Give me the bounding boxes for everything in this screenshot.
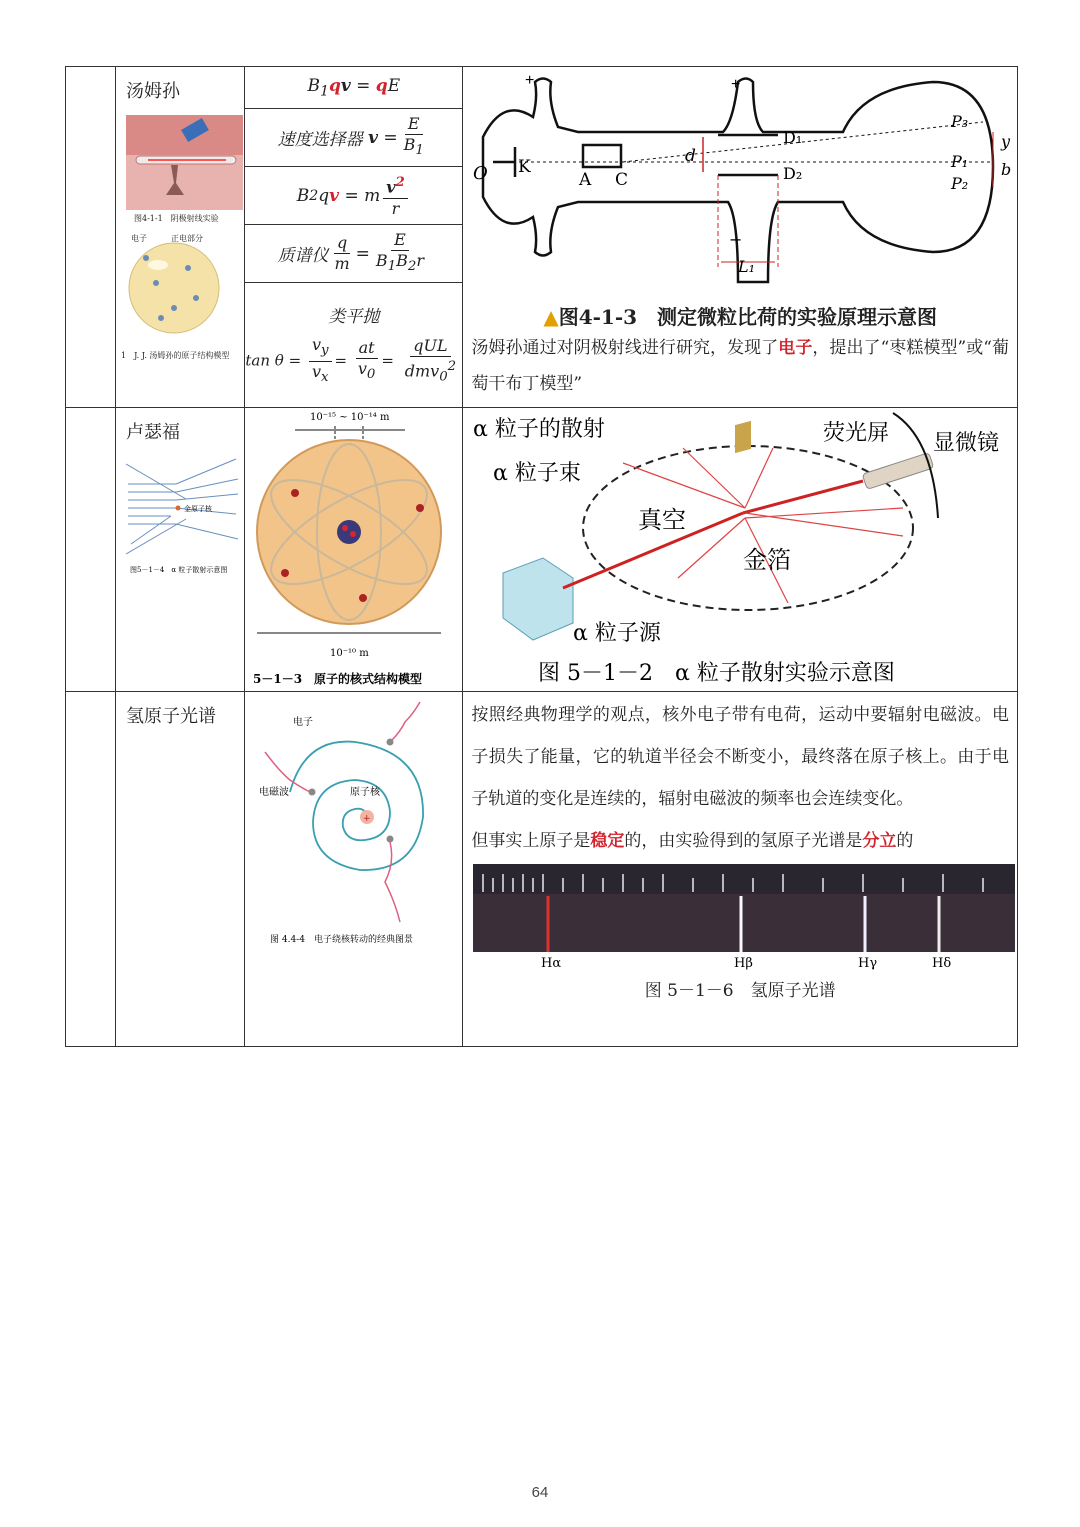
blank-cell	[66, 692, 116, 1047]
vacuum-label: 真空	[638, 506, 687, 534]
scattering-experiment-cell	[463, 408, 1018, 692]
thomson-figure-caption: ▲图4-1-3 测定微粒比荷的实验原理示意图	[543, 305, 938, 329]
screen-label: 荧光屏	[823, 421, 890, 446]
row-rutherford	[66, 408, 1018, 692]
svg-text:+: +	[363, 814, 371, 824]
row-name: 卢瑟福	[126, 422, 181, 443]
label-K: K	[518, 157, 532, 177]
spectrum-caption: 图 5－1－6 氢原子光谱	[644, 981, 836, 1001]
label-C: C	[615, 170, 629, 190]
label-D2: D₂	[783, 164, 803, 183]
label-A: A	[579, 170, 592, 190]
formula-mass-spectrometer: 质谱仪 $\frac{q}{m}$ = $\frac{E}{B_1B_2r}$	[245, 225, 462, 283]
spiral-nucleus-label: 原子核	[350, 787, 381, 798]
label-minus: −	[729, 230, 743, 249]
cathode-caption: 图4-1-1 阴极射线实验	[134, 214, 219, 223]
thomson-formula-cell	[245, 67, 463, 408]
nucleus-size-label: 10⁻¹⁵ ~ 10⁻¹⁴ m	[310, 412, 390, 423]
formula-velocity-selector: 速度选择器 v = $\frac{E}{B_1}$	[245, 109, 462, 167]
label-y: y	[1001, 132, 1011, 151]
model-label-positive: 正电部分	[171, 234, 204, 243]
row-thomson	[66, 67, 1018, 408]
hydrogen-text-cell	[463, 692, 1018, 1047]
page-number: 64	[531, 1484, 549, 1501]
nucleus-model-cell	[245, 408, 463, 692]
nucleus-caption: 5－1－3 原子的核式结构模型	[253, 672, 423, 686]
classical-view-paragraph: 按照经典物理学的观点，核外电子带有电荷，运动中要辐射电磁波。电子损失了能量，它的轨道半径会不断变小，最终落在原子核上。由于电子轨道的变化是连续的，辐射电磁波的频率也会连续变化。	[471, 705, 1009, 809]
label-P3: P₃	[951, 112, 969, 131]
rutherford-name-cell	[116, 408, 245, 692]
blank-cell	[66, 408, 116, 692]
scatter-diagram	[116, 444, 245, 584]
label-b: b	[1001, 160, 1012, 179]
scatter-title: α 粒子的散射	[473, 417, 606, 442]
hydrogen-spectrum	[463, 864, 1017, 974]
thomson-text: 汤姆孙通过对阴极射线进行研究，发现了电子，提出了“枣糕模型”或“葡萄干布丁模型”	[471, 338, 1010, 394]
experiment-caption: 图 5－1－2 α 粒子散射实验示意图	[538, 661, 896, 686]
label-D1: D₁	[783, 128, 803, 147]
scatter-label: 金原子核	[184, 505, 213, 513]
thomson-name-cell	[116, 67, 245, 408]
spiral-cell	[245, 692, 463, 1047]
thomson-images	[116, 103, 245, 393]
foil-label: 金箔	[743, 546, 792, 574]
spectrum-label: Hα	[541, 956, 562, 971]
spiral-wave-label: 电磁波	[259, 787, 290, 798]
model-caption: 1 J. J. 汤姆孙的原子结构模型	[121, 351, 230, 360]
label-O: O	[473, 163, 489, 184]
label-L1: L₁	[738, 257, 756, 276]
microscope-label: 显微镜	[933, 431, 1000, 456]
thomson-figure-cell	[463, 67, 1018, 408]
label-plus-mid: +	[731, 76, 741, 93]
row-name: 汤姆孙	[126, 81, 181, 102]
label-P1: P₁	[951, 152, 969, 171]
spiral-electron-label: 电子	[293, 717, 314, 728]
source-label: α 粒子源	[573, 621, 662, 646]
spectrum-label: Hγ	[858, 956, 878, 971]
charge-mass-apparatus	[463, 67, 1017, 297]
label-d: d	[685, 146, 697, 166]
spiral-caption: 图 4.4-4 电子绕核转动的经典图景	[270, 935, 414, 945]
scatter-caption: 图5－1－4 α 粒子散射示意图	[130, 566, 228, 574]
spectrum-label: Hβ	[734, 956, 754, 971]
blank-cell	[66, 67, 116, 408]
model-label-electron: 电子	[131, 234, 148, 243]
physics-table	[65, 66, 1018, 1047]
beam-label: α 粒子束	[493, 461, 582, 486]
plum-pudding-model	[129, 243, 219, 333]
hydrogen-name-cell	[116, 692, 245, 1047]
stability-paragraph: 但事实上原子是稳定的，由实验得到的氢原子光谱是分立的	[471, 831, 914, 851]
formula-1: $B_1qv$ = qE	[245, 67, 462, 109]
label-P2: P₂	[951, 174, 969, 193]
formula-3: B 2 q v = m $\frac{v^2}{r}$	[245, 167, 462, 225]
atom-size-label: 10⁻¹⁰ m	[330, 648, 369, 659]
spiral-orbit-diagram	[245, 692, 463, 952]
formula-projectile: 类平抛 tan θ = $\frac{v_y}{v_x}$ = $\frac{at}{v_0}$ = $\frac{\text{qUL}}{dmv_0^2}$	[245, 306, 457, 386]
row-name: 氢原子光谱	[126, 706, 217, 727]
row-hydrogen	[66, 692, 1018, 1047]
nuclear-model	[245, 408, 463, 691]
scattering-experiment	[463, 408, 1017, 691]
label-plus-left: +	[525, 72, 535, 89]
spectrum-label: Hδ	[932, 956, 952, 971]
